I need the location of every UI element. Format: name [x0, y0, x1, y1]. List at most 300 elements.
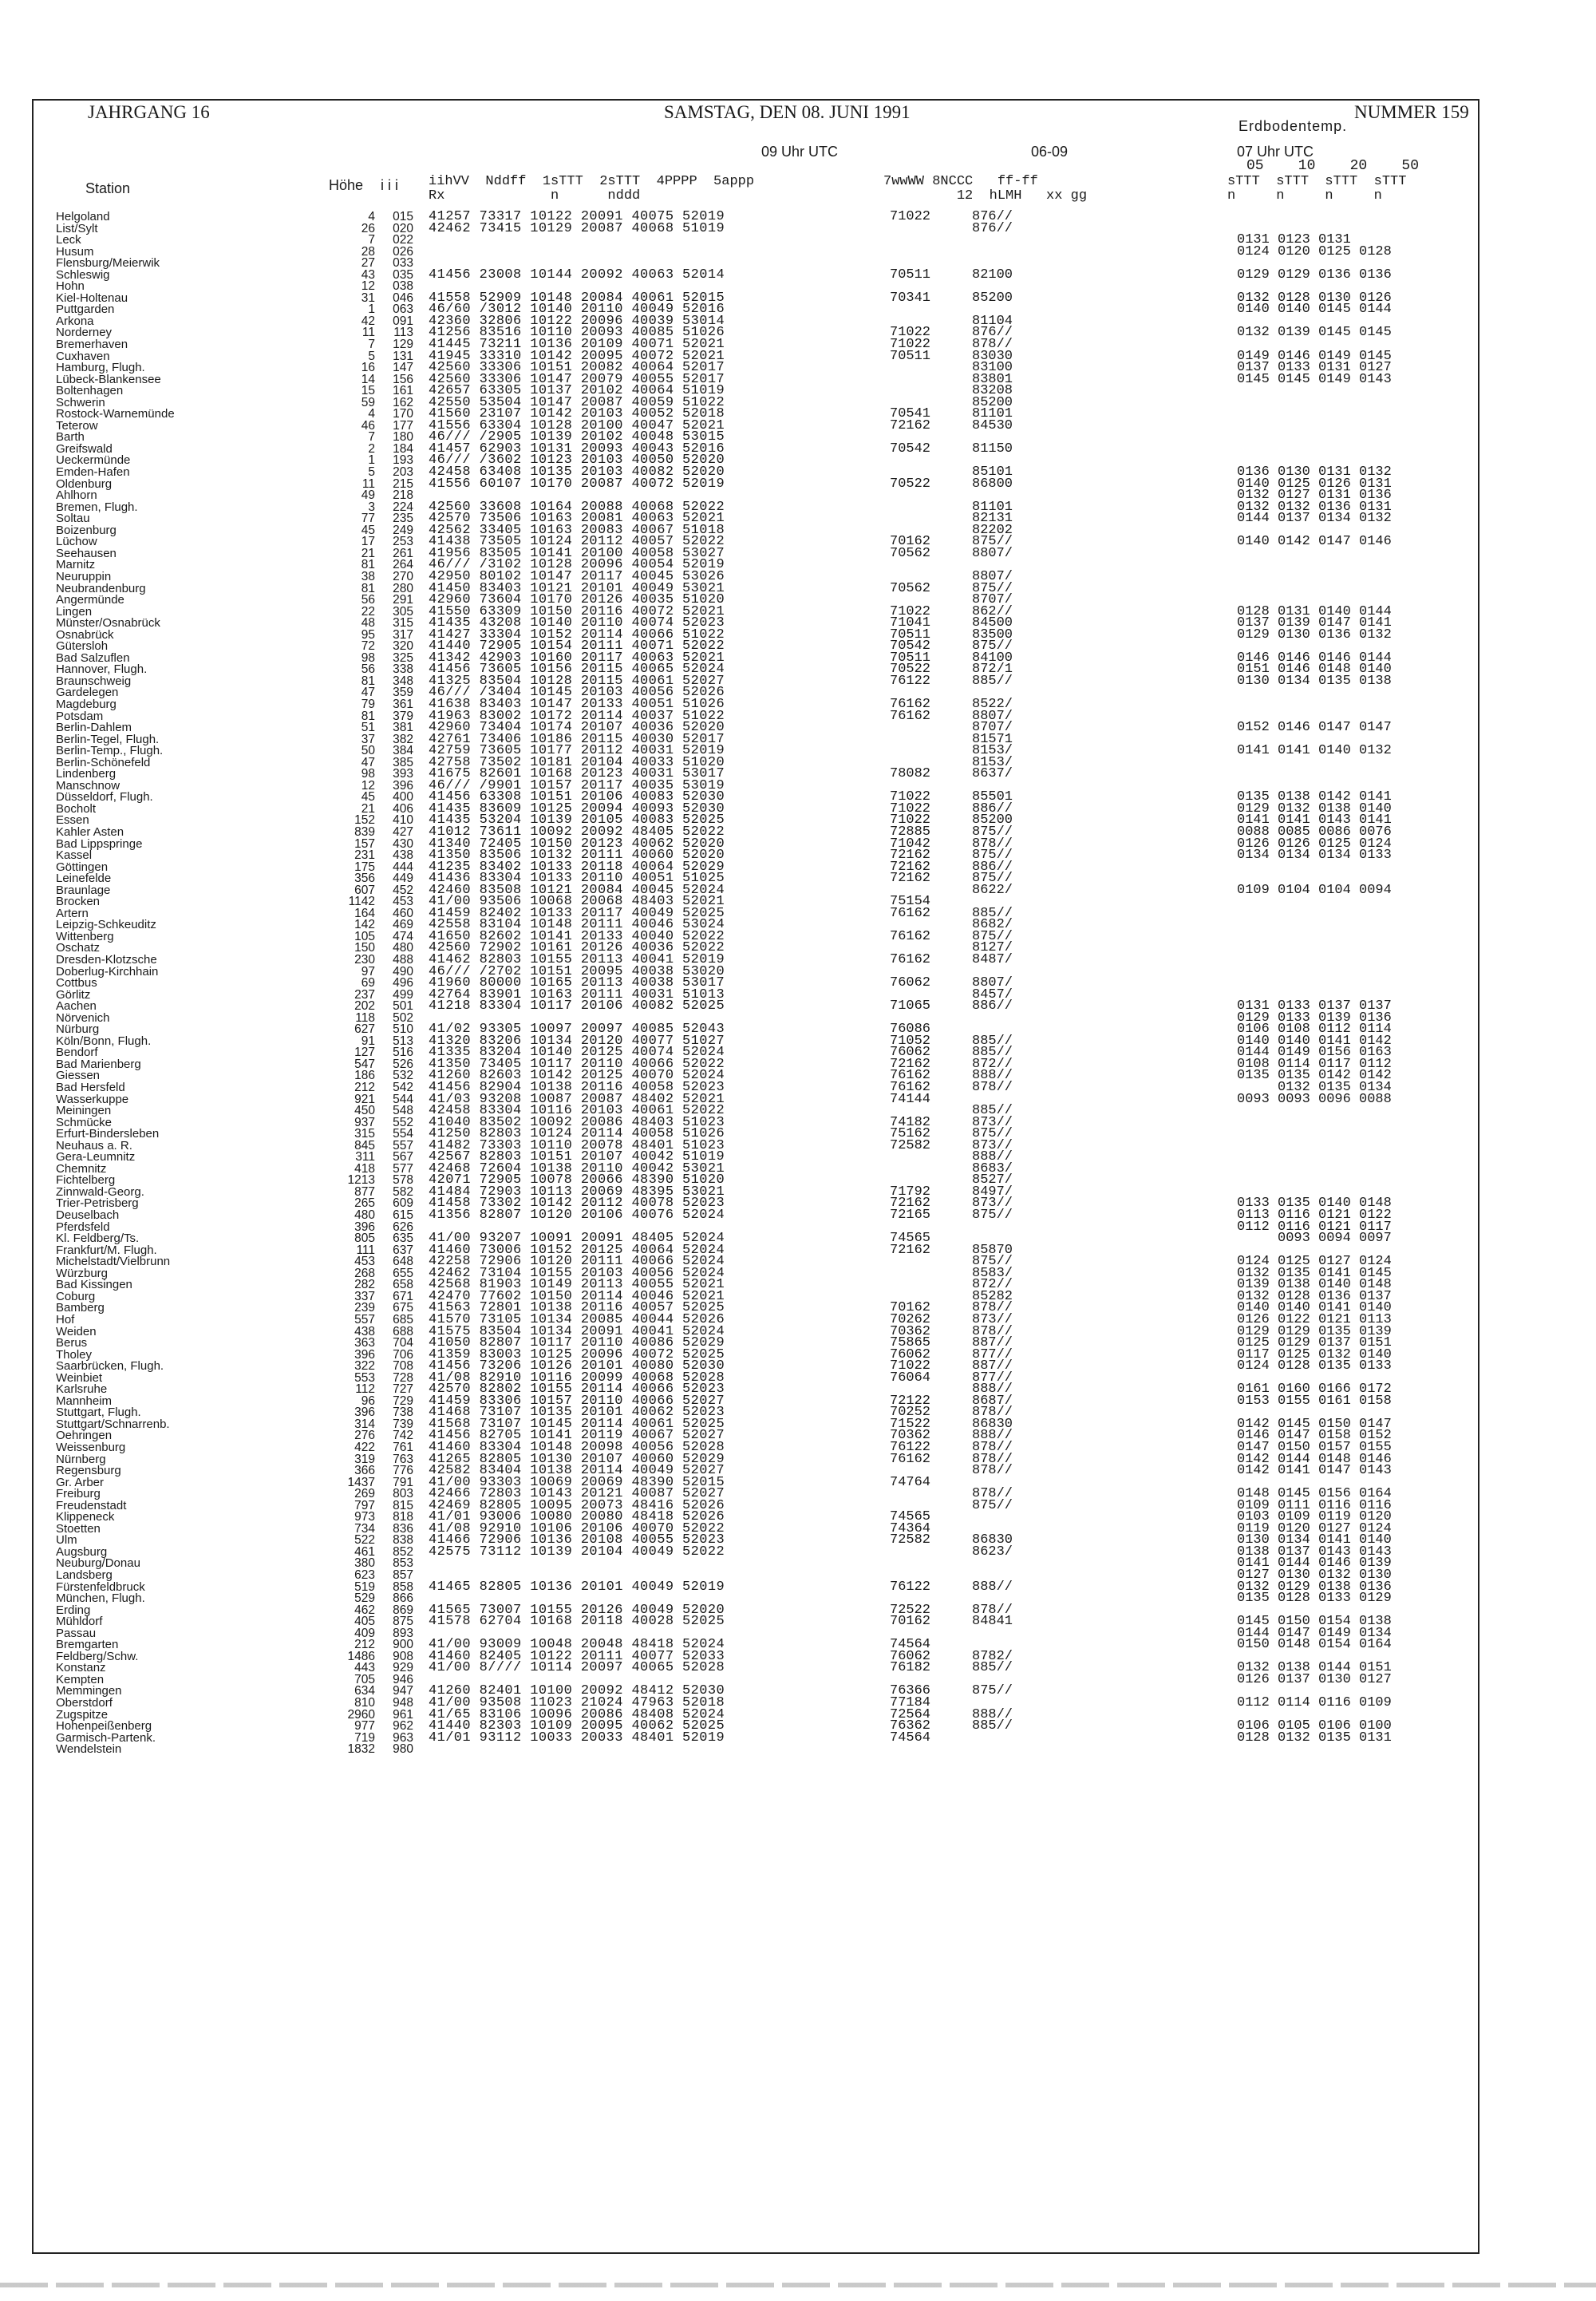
station-name: Leck: [56, 233, 81, 247]
soil-temps: 0117 0125 0132 0140: [1237, 1346, 1392, 1362]
synop-groups: 41468 73107 10135 20101 40062 52023: [429, 1405, 725, 1421]
weather-group: 76086: [890, 1022, 931, 1038]
station-id: 548: [393, 1104, 413, 1118]
cloud-group: 8807/: [972, 545, 1013, 561]
synop-groups: 41575 83504 10134 20091 40041 52024: [429, 1323, 725, 1339]
station-name: Düsseldorf, Flugh.: [56, 790, 153, 805]
station-height: 4: [368, 210, 375, 223]
synop-groups: 41460 82405 10122 20111 40077 52033: [429, 1648, 725, 1664]
synop-groups: 42458 63408 10135 20103 40082 52020: [429, 465, 725, 480]
station-id: 499: [393, 987, 413, 1002]
soil-temps: 0106 0105 0106 0100: [1237, 1718, 1392, 1734]
soil-temps: 0125 0129 0137 0151: [1237, 1335, 1392, 1351]
station-name: Görlitz: [56, 987, 91, 1002]
soil-temps: 0135 0138 0142 0141: [1237, 789, 1392, 805]
station-name: Lübeck-Blankensee: [56, 372, 161, 386]
station-name: Husum: [56, 244, 94, 259]
station-id: 361: [393, 697, 413, 711]
station-name: Osnabrück: [56, 627, 114, 642]
station-id: 502: [393, 1010, 413, 1025]
synop-groups: 46/// /9901 10157 20117 40035 53019: [429, 777, 725, 793]
station-name: Wasserkuppe: [56, 1092, 129, 1106]
station-id: 818: [393, 1510, 413, 1524]
weather-group: 72122: [890, 1393, 931, 1409]
station-name: Emden-Hafen: [56, 465, 130, 480]
weather-group: 72885: [890, 824, 931, 840]
cloud-group: 8127/: [972, 940, 1013, 956]
table-row: [56, 1730, 1476, 1746]
station-height: 276: [354, 1429, 375, 1443]
station-height: 46: [361, 418, 375, 433]
station-name: Karlsruhe: [56, 1382, 108, 1397]
synop-groups: 41350 73405 10117 20110 40066 52022: [429, 1056, 725, 1072]
cloud-group: 875//: [972, 848, 1013, 864]
station-id: 582: [393, 1184, 413, 1199]
table-row: [56, 536, 1476, 548]
synop-groups: 41350 83506 10132 20111 40060 52020: [429, 848, 725, 864]
synop-groups: 42560 33306 10151 20082 40064 52017: [429, 360, 725, 376]
station-header: Station: [85, 180, 131, 196]
station-name: Berlin-Tegel, Flugh.: [56, 732, 160, 746]
station-name: Schleswig: [56, 267, 110, 282]
station-id: 948: [393, 1696, 413, 1710]
station-name: Braunschweig: [56, 674, 132, 688]
station-name: Gr. Arber: [56, 1475, 105, 1489]
station-name: Würzburg: [56, 1266, 109, 1280]
synop-groups: 42657 63305 10137 20102 40064 51019: [429, 383, 725, 399]
weather-group: 76122: [890, 673, 931, 689]
weather-group: 71022: [890, 603, 931, 619]
soil-temps: 0132 0128 0130 0126: [1237, 290, 1392, 306]
station-name: Münster/Osnabrück: [56, 616, 160, 631]
station-id: 305: [393, 604, 413, 619]
station-name: Berlin-Schönefeld: [56, 755, 151, 769]
station-id: 852: [393, 1544, 413, 1559]
soil-temps: 0132 0132 0136 0131: [1237, 499, 1392, 515]
weather-group: 70522: [890, 662, 931, 678]
soil-temps: 0136 0130 0131 0132: [1237, 465, 1392, 480]
table-row: [56, 896, 1476, 908]
table-row: [56, 371, 1476, 387]
station-name: Oehringen: [56, 1429, 113, 1443]
station-id: 264: [393, 558, 413, 572]
station-height: 95: [361, 627, 375, 642]
weather-group: 76062: [890, 1648, 931, 1664]
weather-group: 76162: [890, 708, 931, 724]
weather-group: 70511: [890, 650, 931, 666]
synop-groups: 42560 33306 10147 20079 40055 52017: [429, 371, 725, 387]
table-row: [56, 673, 1476, 689]
synop-groups: 41445 73211 10136 20109 40071 52021: [429, 337, 725, 353]
table-row: [56, 952, 1476, 967]
synop-groups: 41/00 8//// 10114 20097 40065 52028: [429, 1660, 725, 1676]
soil-temps: 0147 0150 0157 0155: [1237, 1439, 1392, 1455]
soil-temps: 0132 0135 0134: [1237, 1080, 1392, 1096]
synop-groups: 41/00 93207 10091 20091 48405 52024: [429, 1231, 725, 1247]
table-row: [56, 859, 1476, 875]
synop-groups: 41458 73302 10142 20112 40078 52023: [429, 1196, 725, 1212]
station-height: 142: [354, 918, 375, 932]
station-height: 322: [354, 1359, 375, 1374]
soil-temps: 0127 0130 0132 0130: [1237, 1567, 1392, 1583]
station-height: 314: [354, 1417, 375, 1431]
station-name: Weinbiet: [56, 1370, 103, 1385]
station-name: Nörvenich: [56, 1010, 110, 1025]
synop-groups: 41/00 93009 10048 20048 48418 52024: [429, 1637, 725, 1653]
synop-groups: 41320 83206 10134 20120 40077 51027: [429, 1033, 725, 1049]
soil-temps: 0140 0140 0141 0142: [1237, 1033, 1392, 1049]
station-height: 937: [354, 1115, 375, 1129]
soil-temps: 0108 0114 0117 0112: [1237, 1056, 1392, 1072]
cloud-group: 888//: [972, 1382, 1013, 1398]
cloud-group: 872//: [972, 1277, 1013, 1293]
station-id: 728: [393, 1370, 413, 1385]
cloud-group: 885//: [972, 1045, 1013, 1061]
station-id: 488: [393, 953, 413, 967]
weather-group: 71022: [890, 337, 931, 353]
station-id: 253: [393, 535, 413, 549]
soil-temps: 0140 0140 0145 0144: [1237, 302, 1392, 318]
station-name: Berlin-Temp., Flugh.: [56, 744, 164, 758]
station-id: 444: [393, 860, 413, 874]
cloud-group: 878//: [972, 1323, 1013, 1339]
synop-groups: 42469 82805 10095 20073 48416 52026: [429, 1497, 725, 1513]
station-id: 557: [393, 1138, 413, 1152]
synop-groups: 41/03 93208 10087 20087 48402 52021: [429, 1091, 725, 1107]
weather-group: 72162: [890, 417, 931, 433]
station-id: 763: [393, 1452, 413, 1466]
cloud-group: 877//: [972, 1346, 1013, 1362]
synop-groups: 42960 73404 10174 20107 40036 52020: [429, 720, 725, 736]
cloud-group: 83030: [972, 348, 1013, 364]
cloud-group: 875//: [972, 1208, 1013, 1224]
station-name: Oldenburg: [56, 476, 113, 491]
soil-temps: 0150 0148 0154 0164: [1237, 1637, 1392, 1653]
station-id: 170: [393, 407, 413, 421]
weather-group: 76062: [890, 1346, 931, 1362]
station-id: 453: [393, 895, 413, 909]
weather-group: 76366: [890, 1683, 931, 1699]
station-id: 615: [393, 1208, 413, 1223]
cloud-group: 8583/: [972, 1265, 1013, 1281]
station-name: Helgoland: [56, 210, 110, 223]
synop-groups: 41565 73007 10155 20126 40049 52020: [429, 1602, 725, 1618]
soil-temps: 0141 0141 0143 0141: [1237, 812, 1392, 828]
cloud-group: 888//: [972, 1068, 1013, 1084]
cloud-group: 86830: [972, 1532, 1013, 1548]
synop-groups: 46/// /3404 10145 20103 40056 52026: [429, 685, 725, 701]
station-height: 157: [354, 836, 375, 851]
cloud-group: 875//: [972, 1254, 1013, 1270]
station-name: Michelstadt/Vielbrunn: [56, 1255, 171, 1269]
synop-groups: 42360 32806 10122 20096 40039 53014: [429, 313, 725, 329]
station-height: 56: [361, 662, 375, 677]
station-height: 48: [361, 616, 375, 631]
station-id: 129: [393, 338, 413, 352]
synop-groups: 41456 23008 10144 20092 40063 52014: [429, 267, 725, 283]
station-height: 1142: [348, 895, 375, 909]
station-name: Magdeburg: [56, 697, 117, 711]
soil-temps: 0128 0132 0135 0131: [1237, 1730, 1392, 1746]
synop-groups: 41/08 92910 10106 20106 40070 52022: [429, 1520, 725, 1536]
station-name: Marnitz: [56, 558, 96, 572]
station-id: 980: [393, 1742, 413, 1757]
station-height: 3: [368, 500, 375, 514]
station-id: 460: [393, 906, 413, 920]
station-height: 4: [368, 407, 375, 421]
synop-groups: 41568 73107 10145 20114 40061 52025: [429, 1416, 725, 1432]
cloud-group: 887//: [972, 1358, 1013, 1374]
station-id: 704: [393, 1336, 413, 1350]
iii-header: i i i: [381, 177, 398, 193]
station-id: 291: [393, 593, 413, 607]
station-name: Bad Lippspringe: [56, 836, 143, 851]
table-row: [56, 267, 1476, 283]
station-name: Angermünde: [56, 593, 124, 607]
station-name: Oberstdorf: [56, 1696, 113, 1710]
table-row: [56, 209, 1476, 224]
station-name: Barth: [56, 430, 85, 445]
station-height: 56: [361, 593, 375, 607]
station-height: 805: [354, 1232, 375, 1246]
station-name: Soltau: [56, 512, 90, 526]
weather-group: 70341: [890, 290, 931, 306]
synop-groups: 42560 33608 10164 20088 40068 52022: [429, 499, 725, 515]
soil-temps: 0132 0128 0136 0137: [1237, 1288, 1392, 1304]
synop-groups: 41436 83304 10133 20110 40051 51025: [429, 871, 725, 887]
weather-group: 77184: [890, 1695, 931, 1710]
soil-temps: 0112 0116 0121 0117: [1237, 1219, 1392, 1235]
cloud-group: 885//: [972, 905, 1013, 921]
synop-groups: 42462 73104 10155 20103 40056 52024: [429, 1265, 725, 1281]
cloud-group: 84100: [972, 650, 1013, 666]
station-name: Hohenpeißenberg: [56, 1719, 152, 1734]
station-id: 708: [393, 1359, 413, 1374]
time-06-09-label: 06-09: [1031, 144, 1069, 160]
station-height: 37: [361, 732, 375, 746]
soil-temps: 0145 0150 0154 0138: [1237, 1614, 1392, 1630]
cloud-group: 878//: [972, 836, 1013, 852]
station-id: 526: [393, 1057, 413, 1071]
synop-groups: 41440 72905 10154 20111 40071 52022: [429, 639, 725, 654]
station-height: 977: [354, 1719, 375, 1734]
table-row: [56, 1695, 1476, 1710]
soil-temps: 0148 0145 0156 0164: [1237, 1486, 1392, 1502]
station-name: Cottbus: [56, 976, 97, 990]
synop-groups: 41556 60107 10170 20087 40072 52019: [429, 476, 725, 492]
cloud-group: 83500: [972, 627, 1013, 642]
cloud-group: 878//: [972, 1602, 1013, 1618]
weather-group: 72162: [890, 848, 931, 864]
station-table: [56, 209, 1476, 1757]
table-row: [56, 1091, 1476, 1107]
cloud-group: 876//: [972, 325, 1013, 341]
soil-temps: 0135 0135 0142 0142: [1237, 1068, 1392, 1084]
station-name: Bocholt: [56, 801, 97, 816]
cloud-group: 875//: [972, 639, 1013, 654]
station-id: 791: [393, 1475, 413, 1489]
station-name: Flensburg/Meierwik: [56, 256, 160, 271]
synop-groups: 41450 83403 10121 20101 40049 53021: [429, 580, 725, 596]
table-row: [56, 394, 1476, 410]
synop-groups: 41456 73206 10126 20101 40080 52030: [429, 1358, 725, 1374]
synop-groups: 42568 81903 10149 20113 40055 52021: [429, 1277, 725, 1293]
cloud-group: 862//: [972, 603, 1013, 619]
station-name: Leipzig-Schkeuditz: [56, 918, 156, 932]
station-id: 836: [393, 1521, 413, 1536]
synop-groups: 41438 73505 10124 20112 40057 52022: [429, 534, 725, 550]
soil-temps: 0093 0093 0096 0088: [1237, 1091, 1392, 1107]
station-height: 11: [361, 326, 375, 340]
table-row: [56, 441, 1476, 457]
synop-groups: 41265 82805 10130 20107 40060 52029: [429, 1451, 725, 1467]
station-name: Coburg: [56, 1289, 96, 1303]
synop-groups: 41012 73611 10092 20092 48405 52022: [429, 824, 725, 840]
synop-groups: 41/01 93112 10033 20033 48401 52019: [429, 1730, 725, 1746]
table-row: [56, 327, 1476, 339]
station-id: 501: [393, 999, 413, 1014]
synop-groups: 42458 83304 10116 20103 40061 52022: [429, 1103, 725, 1119]
cloud-group: 873//: [972, 1114, 1013, 1130]
station-height: 47: [361, 755, 375, 769]
station-height: 877: [354, 1184, 375, 1199]
station-id: 348: [393, 674, 413, 688]
table-row: [56, 385, 1476, 397]
synop-groups: 42462 73415 10129 20087 40068 51019: [429, 220, 725, 236]
cloud-group: 875//: [972, 928, 1013, 944]
station-height: 557: [354, 1312, 375, 1326]
station-id: 379: [393, 709, 413, 723]
soil-temps: 0113 0116 0121 0122: [1237, 1208, 1392, 1224]
station-id: 430: [393, 836, 413, 851]
station-name: Fürstenfeldbruck: [56, 1579, 145, 1594]
weather-group: 72564: [890, 1706, 931, 1722]
soil-temps: 0129 0133 0139 0136: [1237, 1010, 1392, 1026]
station-height: 1213: [347, 1173, 375, 1188]
station-name: Hof: [56, 1312, 75, 1326]
station-id: 315: [393, 616, 413, 631]
cloud-group: 878//: [972, 1486, 1013, 1502]
station-height: 396: [354, 1406, 375, 1420]
weather-group: 70262: [890, 1311, 931, 1327]
station-height: 81: [361, 581, 375, 595]
station-name: Seehausen: [56, 546, 117, 560]
station-name: Bad Salzuflen: [56, 650, 130, 665]
station-height: 27: [361, 256, 375, 271]
station-id: 875: [393, 1615, 413, 1629]
station-name: Bremerhaven: [56, 338, 128, 352]
synop-groups: 41558 52909 10148 20084 40061 52015: [429, 290, 725, 306]
synop-groups: 42258 72906 10120 20111 40066 52024: [429, 1254, 725, 1270]
table-row: [56, 580, 1476, 596]
eb-header-1: sTTT sTTT sTTT sTTT: [1227, 174, 1407, 189]
synop-groups: 41250 82803 10124 20114 40058 51026: [429, 1126, 725, 1142]
station-height: 69: [361, 976, 375, 990]
station-id: 452: [393, 883, 413, 897]
weather-group: 70162: [890, 534, 931, 550]
synop-groups: 41638 83403 10147 20133 40051 51026: [429, 696, 725, 712]
station-name: Rostock-Warnemünde: [56, 407, 175, 421]
cloud-group: 83801: [972, 371, 1013, 387]
station-id: 962: [393, 1719, 413, 1734]
station-id: 184: [393, 441, 413, 456]
station-name: Weiden: [56, 1324, 97, 1338]
station-height: 72: [361, 639, 375, 654]
synop-groups: 41359 83003 10125 20096 40072 52025: [429, 1346, 725, 1362]
station-name: Gütersloh: [56, 639, 109, 654]
cloud-group: 885//: [972, 1660, 1013, 1676]
station-name: Regensburg: [56, 1464, 121, 1478]
station-height: 366: [354, 1464, 375, 1478]
synop-groups: 42562 33405 10163 20083 40067 51018: [429, 522, 725, 538]
station-height: 12: [361, 778, 375, 793]
cloud-group: 8153/: [972, 743, 1013, 759]
table-row: [56, 754, 1476, 770]
soil-temps: 0142 0145 0150 0147: [1237, 1416, 1392, 1432]
station-id: 858: [393, 1579, 413, 1594]
soil-temps: 0132 0127 0131 0136: [1237, 488, 1392, 504]
station-height: 14: [361, 372, 375, 386]
station-id: 577: [393, 1161, 413, 1176]
synop-groups: 41460 83304 10148 20098 40056 52028: [429, 1439, 725, 1455]
station-name: Stuttgart, Flugh.: [56, 1406, 141, 1420]
station-id: 063: [393, 302, 413, 317]
synop-groups: 42558 83104 10148 20111 40046 53024: [429, 917, 725, 933]
station-height: 12: [361, 279, 375, 294]
soil-temps: 0132 0129 0138 0136: [1237, 1579, 1392, 1595]
weather-group: 74565: [890, 1509, 931, 1525]
synop-groups: 42758 73502 10181 20104 40033 51020: [429, 754, 725, 770]
station-height: 607: [354, 883, 375, 897]
table-row: [56, 545, 1476, 561]
station-name: Hohn: [56, 279, 85, 294]
synop-groups: 42761 73406 10186 20115 40030 52017: [429, 731, 725, 747]
station-name: Meiningen: [56, 1104, 112, 1118]
station-height: 38: [361, 569, 375, 583]
station-height: 43: [361, 267, 375, 282]
station-height: 118: [355, 1010, 375, 1025]
synop-groups: 41466 72906 10136 20108 40055 52023: [429, 1532, 725, 1548]
cloud-group: 8522/: [972, 696, 1013, 712]
station-height: 7: [368, 338, 375, 352]
soil-temps: 0133 0135 0140 0148: [1237, 1196, 1392, 1212]
station-height: 127: [354, 1046, 375, 1060]
station-id: 338: [393, 662, 413, 677]
table-row: [56, 1126, 1476, 1142]
weather-group: 71041: [890, 615, 931, 631]
cloud-group: 8487/: [972, 952, 1013, 967]
cloud-group: 84841: [972, 1614, 1013, 1630]
station-height: 480: [354, 1208, 375, 1223]
station-name: Manschnow: [56, 778, 120, 793]
station-name: Schmücke: [56, 1115, 113, 1129]
station-name: Augsburg: [56, 1544, 108, 1559]
station-height: 363: [354, 1336, 375, 1350]
soil-temps: 0126 0122 0121 0113: [1237, 1311, 1392, 1327]
station-height: 1: [368, 302, 375, 317]
synop-groups: 41/00 93506 10068 20068 48403 52021: [429, 894, 725, 910]
weather-group: 71022: [890, 812, 931, 828]
station-height: 164: [354, 906, 375, 920]
synop-groups: 41040 83502 10092 20086 48403 51023: [429, 1114, 725, 1130]
synop-groups: 41465 82805 10136 20101 40049 52019: [429, 1579, 725, 1595]
station-height: 98: [361, 650, 375, 665]
station-name: Wittenberg: [56, 929, 114, 943]
weather-group: 74564: [890, 1730, 931, 1746]
station-id: 396: [393, 778, 413, 793]
cloud-group: 82131: [972, 511, 1013, 527]
weather-group: 70542: [890, 639, 931, 654]
